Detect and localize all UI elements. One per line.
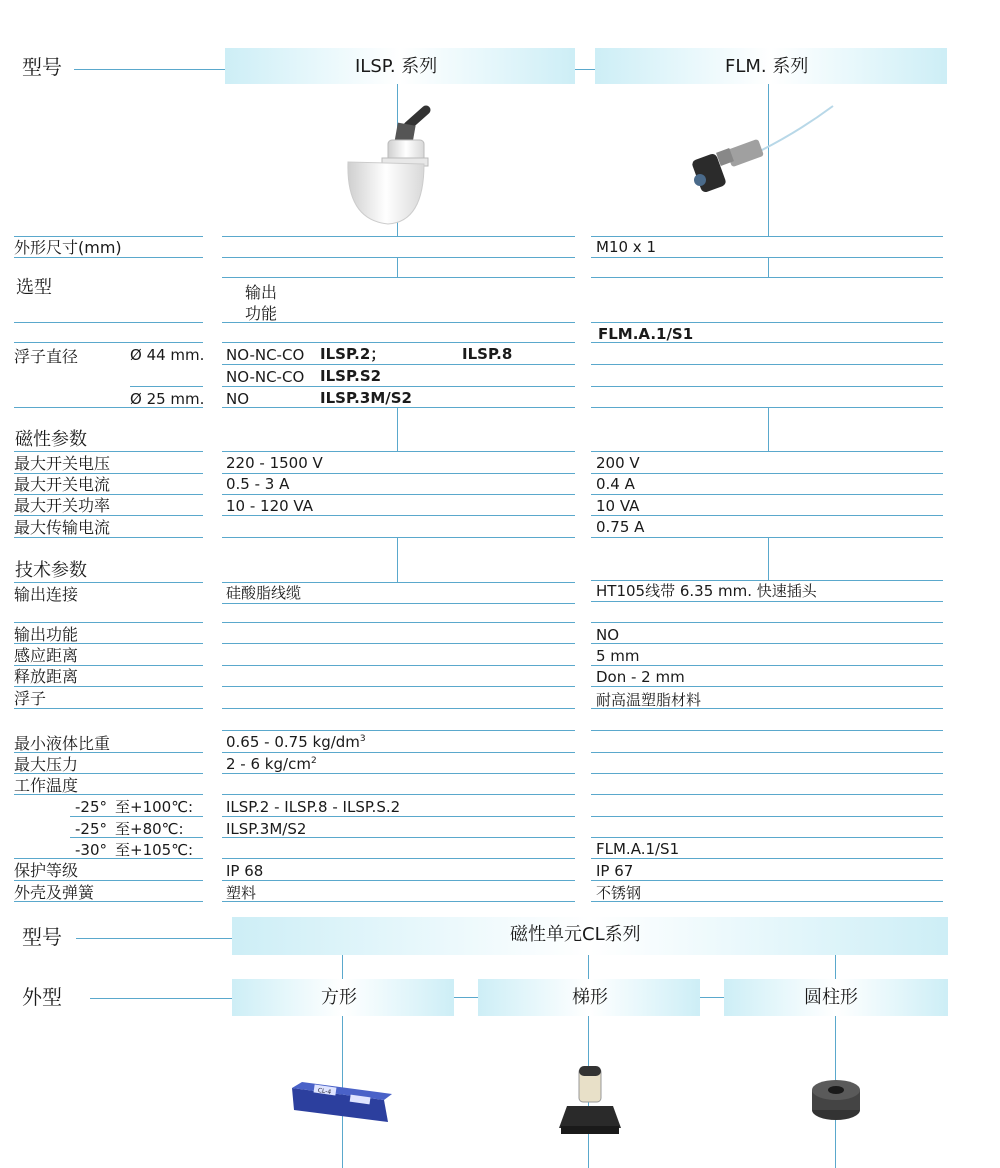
cl-square-magnet-image bbox=[284, 1070, 396, 1126]
shape-leader bbox=[90, 998, 232, 999]
ilsp-rule bbox=[222, 665, 575, 666]
ilsp-rule bbox=[222, 730, 575, 731]
ilsp-rule bbox=[222, 537, 575, 538]
header-connector bbox=[575, 69, 595, 70]
ilsp-max-pressure bbox=[226, 755, 317, 773]
flm-rule bbox=[591, 601, 943, 602]
ilsp-rule bbox=[222, 515, 575, 516]
bottom-model-label: 型号 bbox=[22, 925, 62, 949]
flm-protection-class: IP 67 bbox=[596, 862, 634, 880]
float-diameter-25: Ø 25 mm. bbox=[130, 390, 205, 408]
temp1-low: -25° bbox=[75, 798, 107, 816]
ilsp-min-density-exp: 3 bbox=[359, 734, 366, 744]
ilsp-rule bbox=[222, 858, 575, 859]
flm-rule bbox=[591, 257, 943, 258]
label-rule bbox=[14, 708, 203, 709]
flm-rule bbox=[591, 858, 943, 859]
flm-rule bbox=[591, 364, 943, 365]
label-rule bbox=[14, 451, 203, 452]
ilsp-rule bbox=[222, 901, 575, 902]
flm-rule bbox=[591, 580, 943, 581]
flm-rule bbox=[591, 277, 943, 278]
ilsp-rule bbox=[222, 773, 575, 774]
label-rule bbox=[14, 342, 203, 343]
flm-gap-connector bbox=[768, 407, 769, 451]
flm-rule bbox=[591, 816, 943, 817]
flm-series-title: FLM. 系列 bbox=[725, 56, 809, 77]
shape2-connector bbox=[588, 955, 589, 979]
ilsp-max-pressure-exp: 2 bbox=[310, 756, 317, 766]
flm-rule bbox=[591, 773, 943, 774]
label-rule bbox=[14, 494, 203, 495]
flm-sensing-distance: 5 mm bbox=[596, 647, 640, 665]
ilsp-float-switch-image bbox=[338, 104, 438, 228]
ilsp-rule bbox=[222, 386, 575, 387]
ilsp-rule bbox=[222, 473, 575, 474]
selection-function-label: 功能 bbox=[245, 304, 278, 323]
ilsp-output-connection: 硅酸脂线缆 bbox=[226, 584, 302, 602]
label-rule bbox=[14, 322, 203, 323]
label-rule bbox=[14, 665, 203, 666]
temp3-high: 至+105℃: bbox=[115, 841, 194, 859]
flm-rule bbox=[591, 515, 943, 516]
label-rule bbox=[14, 473, 203, 474]
ilsp-max-current: 0.5 - 3 A bbox=[226, 475, 290, 493]
ilsp-gap-connector bbox=[397, 407, 398, 451]
ilsp-rule bbox=[222, 686, 575, 687]
max-current-label: 最大开关电流 bbox=[14, 475, 111, 494]
ilsp-rule bbox=[222, 451, 575, 452]
label-rule bbox=[14, 686, 203, 687]
label-rule bbox=[14, 582, 203, 583]
float-diameter-label: 浮子直径 bbox=[14, 347, 79, 366]
flm-rule bbox=[591, 494, 943, 495]
model-ilsp-s2: ILSP.S2 bbox=[320, 367, 382, 385]
dimensions-label: 外形尺寸(mm) bbox=[14, 238, 122, 257]
flm-rule bbox=[591, 473, 943, 474]
ilsp-max-voltage: 220 - 1500 V bbox=[226, 454, 323, 472]
flm-gap-connector bbox=[768, 257, 769, 277]
shape3-connector bbox=[835, 955, 836, 979]
ilsp-rule bbox=[222, 622, 575, 623]
case-spring-label: 外壳及弹簧 bbox=[14, 883, 95, 902]
operating-temp-label: 工作温度 bbox=[14, 776, 79, 795]
label-rule bbox=[14, 622, 203, 623]
cl-cylinder-magnet-image bbox=[806, 1074, 866, 1124]
sensing-distance-label: 感应距离 bbox=[14, 646, 79, 665]
ilsp-rule bbox=[222, 880, 575, 881]
flm-rule bbox=[591, 794, 943, 795]
ilsp-rule bbox=[222, 277, 575, 278]
flm-rule bbox=[591, 901, 943, 902]
float-diameter-44: Ø 44 mm. bbox=[130, 346, 205, 364]
protection-class-label: 保护等级 bbox=[14, 861, 79, 880]
ilsp-gap-connector bbox=[397, 257, 398, 277]
flm-sensor-image bbox=[688, 104, 838, 204]
flm-dimensions-value: M10 x 1 bbox=[596, 238, 656, 256]
shape-link bbox=[454, 997, 478, 998]
shape-cylinder-title: 圆柱形 bbox=[804, 987, 858, 1008]
flm-temp3-models: FLM.A.1/S1 bbox=[596, 840, 680, 858]
selection-output-label: 输出 bbox=[245, 283, 278, 302]
flm-rule bbox=[591, 880, 943, 881]
flm-rule bbox=[591, 622, 943, 623]
flm-output-connection: HT105线带 6.35 mm. 快速插头 bbox=[596, 582, 817, 600]
shape-link bbox=[700, 997, 724, 998]
label-rule bbox=[14, 257, 203, 258]
ilsp-rule bbox=[222, 257, 575, 258]
tech-params-heading: 技术参数 bbox=[15, 560, 87, 581]
ilsp-rule bbox=[222, 236, 575, 237]
max-pressure-label: 最大压力 bbox=[14, 755, 79, 774]
flm-rule bbox=[591, 730, 943, 731]
flm-rule bbox=[591, 665, 943, 666]
model-label: 型号 bbox=[22, 55, 62, 79]
magnetic-params-heading: 磁性参数 bbox=[15, 429, 87, 450]
min-density-label: 最小液体比重 bbox=[14, 734, 111, 753]
ilsp-temp2-models: ILSP.3M/S2 bbox=[226, 820, 307, 838]
flm-case-material: 不锈钢 bbox=[596, 884, 642, 902]
contact-type-1: NO-NC-CO bbox=[226, 346, 305, 364]
bottom-model-leader bbox=[76, 938, 232, 939]
ilsp-min-density bbox=[226, 733, 366, 751]
flm-max-power: 10 VA bbox=[596, 497, 640, 515]
flm-max-current: 0.4 A bbox=[596, 475, 635, 493]
ilsp-series-title: ILSP. 系列 bbox=[355, 56, 438, 77]
ilsp-min-density-value: 0.65 - 0.75 kg/dm bbox=[226, 733, 360, 751]
model-ilsp-8: ILSP.8 bbox=[462, 345, 513, 363]
ilsp-temp1-models: ILSP.2 - ILSP.8 - ILSP.S.2 bbox=[226, 798, 401, 816]
flm-rule bbox=[591, 537, 943, 538]
output-connection-label: 输出连接 bbox=[14, 585, 79, 604]
shape1-connector bbox=[342, 955, 343, 979]
shape-label: 外型 bbox=[22, 985, 62, 1009]
flm-rule bbox=[591, 322, 943, 323]
label-rule bbox=[70, 816, 203, 817]
flm-rule bbox=[591, 686, 943, 687]
flm-gap-connector bbox=[768, 537, 769, 580]
ilsp-protection-class: IP 68 bbox=[226, 862, 264, 880]
flm-rule bbox=[591, 451, 943, 452]
model-leader-line bbox=[74, 69, 225, 70]
flm-max-voltage: 200 V bbox=[596, 454, 640, 472]
max-voltage-label: 最大开关电压 bbox=[14, 454, 111, 473]
cl-series-title: 磁性单元CL系列 bbox=[510, 924, 641, 945]
temp3-low: -30° bbox=[75, 841, 107, 859]
temp2-high: 至+80℃: bbox=[115, 820, 184, 838]
ilsp-rule bbox=[222, 816, 575, 817]
flm-rule bbox=[591, 236, 943, 237]
flm-rule bbox=[591, 386, 943, 387]
ilsp-max-power: 10 - 120 VA bbox=[226, 497, 313, 515]
square-magnet-marking: CL-4 bbox=[317, 1087, 332, 1096]
release-distance-label: 释放距离 bbox=[14, 667, 79, 686]
flm-model-code: FLM.A.1/S1 bbox=[598, 325, 694, 343]
ilsp-rule bbox=[222, 407, 575, 408]
label-rule bbox=[14, 537, 203, 538]
float-material-label: 浮子 bbox=[14, 689, 47, 708]
ilsp-rule bbox=[222, 342, 575, 343]
selection-label: 选型 bbox=[16, 277, 52, 298]
model-ilsp-3m-s2: ILSP.3M/S2 bbox=[320, 389, 412, 407]
flm-rule bbox=[591, 407, 943, 408]
contact-type-2: NO-NC-CO bbox=[226, 368, 305, 386]
label-rule bbox=[130, 386, 203, 387]
ilsp-gap-connector bbox=[397, 537, 398, 582]
shape-trapezoid-title: 梯形 bbox=[572, 987, 608, 1008]
flm-max-carry-current: 0.75 A bbox=[596, 518, 645, 536]
label-rule bbox=[14, 880, 203, 881]
temp2-low: -25° bbox=[75, 820, 107, 838]
flm-float-material: 耐高温塑脂材料 bbox=[596, 691, 702, 709]
temp1-high: 至+100℃: bbox=[115, 798, 194, 816]
ilsp-rule bbox=[222, 794, 575, 795]
contact-type-3: NO bbox=[226, 390, 250, 408]
label-rule bbox=[14, 515, 203, 516]
flm-rule bbox=[591, 837, 943, 838]
max-carry-current-label: 最大传输电流 bbox=[14, 518, 111, 537]
ilsp-rule bbox=[222, 643, 575, 644]
output-function-label: 输出功能 bbox=[14, 625, 79, 644]
ilsp-rule bbox=[222, 364, 575, 365]
flm-rule bbox=[591, 752, 943, 753]
label-rule bbox=[14, 236, 203, 237]
ilsp-case-material: 塑料 bbox=[226, 884, 257, 902]
cl-trapezoid-magnet-image bbox=[555, 1062, 625, 1138]
max-power-label: 最大开关功率 bbox=[14, 496, 111, 515]
ilsp-rule bbox=[222, 494, 575, 495]
flm-rule bbox=[591, 643, 943, 644]
flm-output-function: NO bbox=[596, 626, 620, 644]
ilsp-rule bbox=[222, 603, 575, 604]
ilsp-rule bbox=[222, 708, 575, 709]
model-ilsp-2: ILSP.2； bbox=[320, 345, 386, 363]
ilsp-rule bbox=[222, 752, 575, 753]
flm-release-distance: Don - 2 mm bbox=[596, 668, 685, 686]
ilsp-max-pressure-value: 2 - 6 kg/cm bbox=[226, 755, 311, 773]
shape-square-title: 方形 bbox=[321, 987, 357, 1008]
ilsp-rule bbox=[222, 582, 575, 583]
